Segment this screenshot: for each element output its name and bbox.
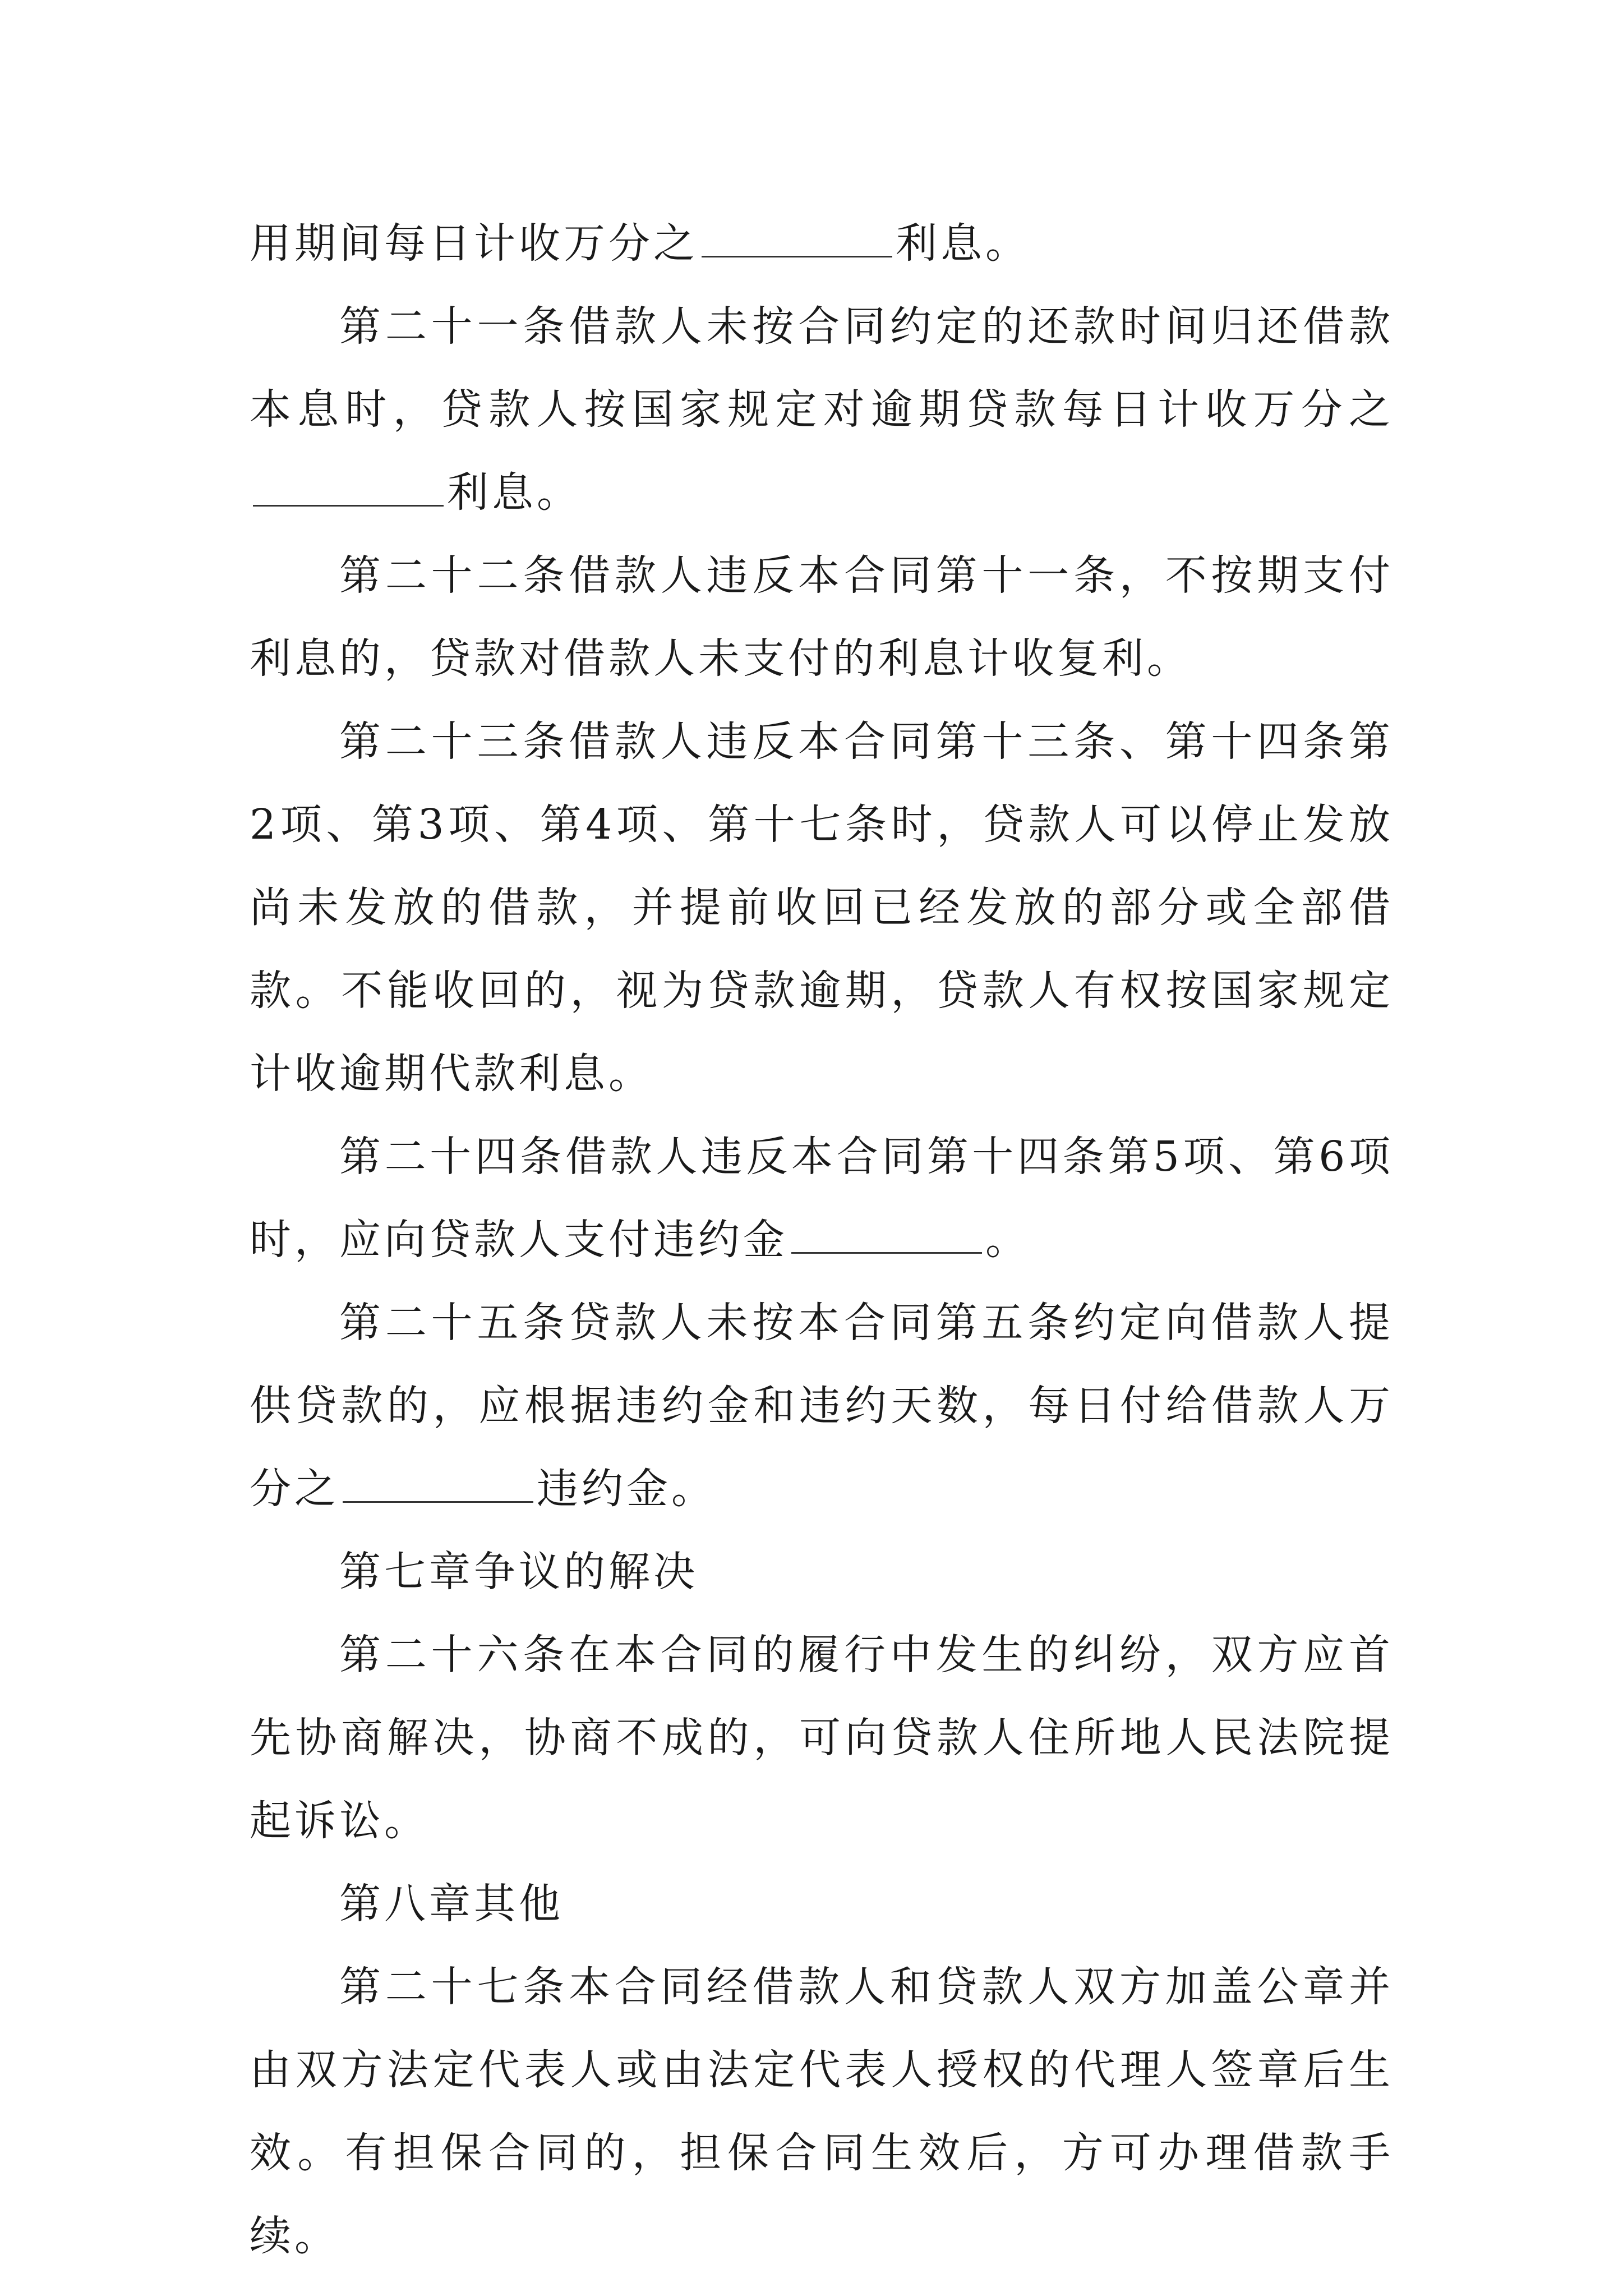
- article-25: [250, 1281, 1394, 1530]
- article-text: 第二十四条借款人违反本合同第十四条第5项、第6项时，应向贷款人支付违约金: [250, 1133, 1394, 1264]
- article-text: 违约金。: [537, 1465, 716, 1513]
- article-22: 第二十二条借款人违反本合同第十一条，不按期支付利息的，贷款对借款人未支付的利息计收复利。: [250, 551, 1394, 683]
- article-27: 第二十七条本合同经借款人和贷款人双方加盖公章并由双方法定代表人或由法定代表人授权的代理人签章后生效。有担保合同的，担保合同生效后，方可办理借款手续。: [250, 1963, 1394, 2260]
- fill-in-blank: [702, 222, 892, 257]
- article-26: 第二十六条在本合同的履行中发生的纠纷，双方应首先协商解决，协商不成的，可向贷款人住所地人民法院提起诉讼。: [250, 1631, 1394, 1845]
- article-23: 第二十三条借款人违反本合同第十三条、第十四条第2项、第3项、第4项、第十七条时，贷款人可以停止发放尚未发放的借款，并提前收回已经发放的部分或全部借款。不能收回的，视为贷款逾期，贷款人有权按国家规定计收逾期代款利息。: [250, 717, 1394, 1098]
- article-text: 第二十一条借款人未按合同约定的还款时间归还借款本息时，贷款人按国家规定对逾期贷款每日计收万分之: [250, 302, 1394, 434]
- fill-in-blank: [343, 1467, 533, 1503]
- chapter-7-heading: 第七章争议的解决: [339, 1548, 698, 1596]
- paragraph-text: 利息。: [896, 219, 1030, 268]
- article-text: 。: [985, 1216, 1030, 1264]
- fill-in-blank: [791, 1218, 982, 1254]
- article-text: 第二十五条贷款人未按本合同第五条约定向借款人提供贷款的，应根据违约金和违约天数，每日付给借款人万分之: [250, 1299, 1394, 1513]
- document-body: [250, 202, 1394, 2277]
- chapter-8-heading: 第八章其他: [339, 1880, 564, 1928]
- article-21: [250, 285, 1394, 534]
- fill-in-blank: [253, 471, 444, 507]
- paragraph-continuation: [250, 202, 1394, 285]
- article-24: [250, 1115, 1394, 1281]
- article-text: 利息。: [447, 468, 582, 517]
- paragraph-text: 用期间每日计收万分之: [250, 219, 698, 268]
